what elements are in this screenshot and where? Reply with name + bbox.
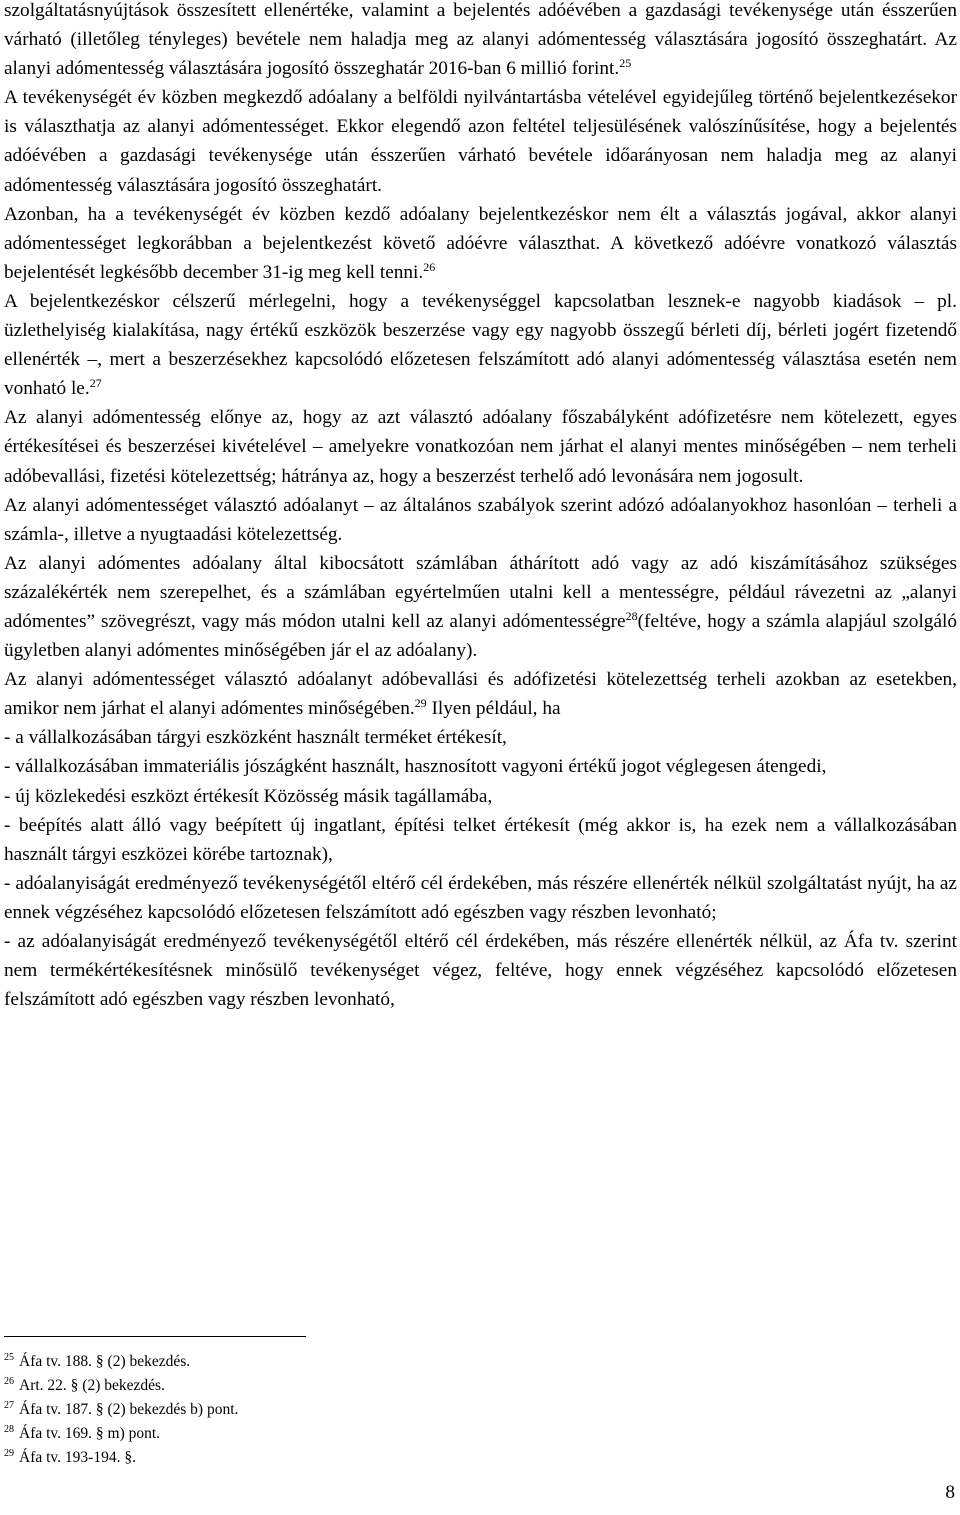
- paragraph-text: - a vállalkozásában tárgyi eszközként használt terméket értékesít,: [4, 727, 507, 749]
- paragraph-text: - új közlekedési eszközt értékesít Közösség másik tagállamába,: [4, 785, 493, 807]
- paragraph: [4, 752, 957, 781]
- footnote: [4, 1446, 238, 1470]
- paragraph: [4, 287, 957, 403]
- paragraph-text: (feltéve, hogy a számla alapjául szolgáló ügyletben alanyi adómentes minőségében jár el az adóalany).: [4, 610, 958, 662]
- footnote-separator: [4, 1336, 306, 1337]
- footnote-number: 28: [4, 1424, 14, 1435]
- footnote-text: Áfa tv. 169. § m) pont.: [19, 1425, 161, 1442]
- footnote-number: 29: [4, 1448, 14, 1459]
- paragraph-text: A bejelentkezéskor célszerű mérlegelni, hogy a tevékenységgel kapcsolatban lesznek-e nagyobb kiadások – pl. üzlethelyiség kialakítása, nagy értékű eszközök beszerzése vagy egy nagyobb összegű bérleti díj, bérleti jogért fizetendő ellenérték –, mert a beszerzésekhez kapcsolódó előzetesen felszámított adó alanyi adómentesség választása esetén nem vonható le.: [4, 290, 957, 400]
- paragraph-text: szolgáltatásnyújtások összesített ellenértéke, valamint a bejelentés adóévében a gazdasági tevékenysége után ésszerűen várható (illetőleg tényleges) bevétele nem haladja meg az alanyi adómentesség választására jogosító összeghatárt. Az alanyi adómentesség választására jogosító összeghatár 2016-ban 6 millió forint.: [4, 0, 957, 80]
- paragraph: [4, 403, 957, 490]
- footnote: [4, 1374, 238, 1398]
- paragraph-text: Az alanyi adómentességet választó adóalanyt adóbevallási és adófizetési kötelezettség terheli azokban az esetekben, amikor nem járhat el alanyi adómentes minőségében.: [4, 669, 957, 720]
- paragraph: [4, 869, 957, 927]
- body-text: [4, 0, 957, 1014]
- footnote: [4, 1422, 238, 1446]
- paragraph-text: - vállalkozásában immateriális jószágként használt, hasznosított vagyoni értékű jogot véglegesen átengedi,: [4, 756, 827, 778]
- page-number: 8: [945, 1482, 955, 1503]
- footnote-text: Áfa tv. 188. § (2) bekezdés.: [19, 1353, 191, 1370]
- paragraph-text: - az adóalanyiságát eredményező tevékenységétől eltérő cél érdekében, más részére ellenérték nélkül, az Áfa tv. szerint nem termékértékesítésnek minősülő tevékenységet végez, feltéve, hogy ennek végzéséhez kapcsolódó előzetesen felszámított adó egészben vagy részben levonható,: [4, 931, 957, 1011]
- paragraph-text: Azonban, ha a tevékenységét év közben kezdő adóalany bejelentkezéskor nem élt a választás jogával, akkor alanyi adómentességet legkorábban a bejelentkezést követő adóévre választhat. A következő adóévre vonatkozó választás bejelentését legkésőbb december 31-ig meg kell tenni.: [4, 203, 957, 283]
- paragraph-text: Ilyen például, ha: [426, 698, 561, 720]
- footnote: [4, 1398, 238, 1422]
- footnote-reference: 29: [414, 696, 427, 711]
- paragraph: [4, 723, 957, 752]
- footnote-number: 27: [4, 1400, 14, 1411]
- paragraph-text: - beépítés alatt álló vagy beépített új ingatlant, építési telket értékesít (még akkor is, ha ezek nem a vállalkozásában használt tárgyi eszközei körébe tartoznak),: [4, 814, 957, 865]
- paragraph: [4, 0, 957, 83]
- paragraph-text: Az alanyi adómentességet választó adóalanyt – az általános szabályok szerint adózó adóalanyokhoz hasonlóan – terheli a számla-, illetve a nyugtaadási kötelezettség.: [4, 494, 957, 545]
- footnote-reference: 26: [423, 259, 436, 274]
- footnote-text: Áfa tv. 193-194. §.: [19, 1449, 136, 1466]
- footnotes: [4, 1350, 238, 1470]
- paragraph: [4, 491, 957, 549]
- footnote-reference: 27: [89, 376, 102, 391]
- footnote: [4, 1350, 238, 1374]
- paragraph-text: Az alanyi adómentes adóalany által kibocsátott számlában áthárított adó vagy az adó kiszámításához szükséges százalékérték nem szerepelhet, és a számlában egyértelműen utalni kell a mentességre, például rávezetni az „alanyi adómentes” szövegrészt, vagy más módon utalni kell az alanyi adómentességre: [4, 552, 957, 632]
- footnote-number: 26: [4, 1376, 14, 1387]
- paragraph: [4, 782, 957, 811]
- paragraph: [4, 927, 957, 1014]
- footnote-text: Áfa tv. 187. § (2) bekezdés b) pont.: [19, 1401, 239, 1418]
- footnote-reference: 25: [619, 56, 632, 71]
- paragraph: [4, 549, 957, 665]
- paragraph: [4, 83, 957, 199]
- footnote-number: 25: [4, 1352, 14, 1363]
- paragraph: [4, 200, 957, 287]
- paragraph-text: - adóalanyiságát eredményező tevékenységétől eltérő cél érdekében, más részére ellenérték nélkül szolgáltatást nyújt, ha az ennek végzéséhez kapcsolódó előzetesen felszámított adó egészben vagy részben levonható;: [4, 872, 957, 923]
- footnote-text: Art. 22. § (2) bekezdés.: [19, 1377, 165, 1394]
- paragraph: [4, 665, 957, 723]
- paragraph-text: A tevékenységét év közben megkezdő adóalany a belföldi nyilvántartásba vételével egyidejűleg történő bejelentkezésekor is választhatja az alanyi adómentességet. Ekkor elegendő azon feltétel teljesülésének valószínűsítése, hogy a bejelentés adóévében a gazdasági tevékenysége után ésszerűen várható bevétele időarányosan nem haladja meg az alanyi adómentesség választására jogosító összeghatárt.: [4, 87, 957, 196]
- paragraph-text: Az alanyi adómentesség előnye az, hogy az azt választó adóalany főszabályként adófizetésre nem kötelezett, egyes értékesítései és beszerzései kivételével – amelyekre vonatkozóan nem járhat el alanyi mentes minőségében – nem terheli adóbevallási, fizetési kötelezettség; hátránya az, hogy a beszerzést terhelő adó levonására nem jogosult.: [4, 407, 957, 487]
- paragraph: [4, 811, 957, 869]
- footnote-reference: 28: [625, 608, 638, 623]
